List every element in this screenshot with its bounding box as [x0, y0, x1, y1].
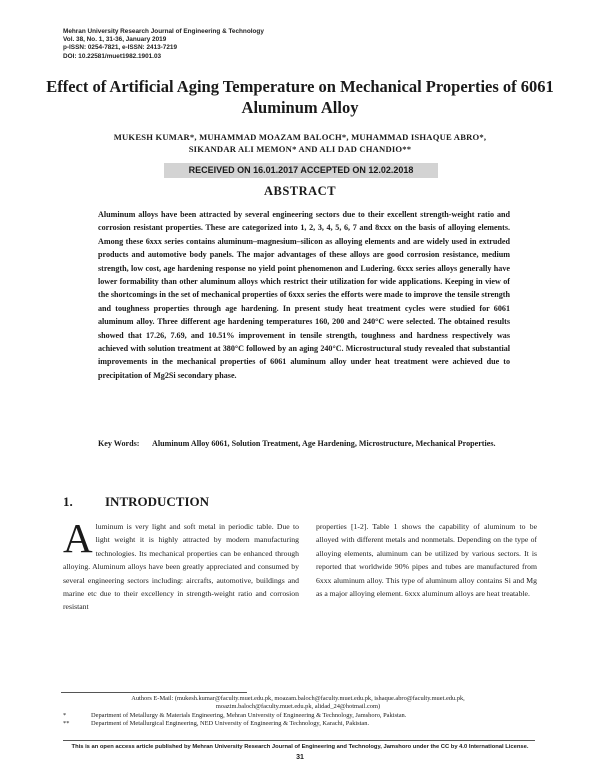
license-statement: This is an open access article published by Mehran University Research Journal of Engineering and Technology, Jamshoro under the CC by 4.0 International License.	[71, 744, 529, 750]
footnote-symbol: *	[63, 711, 67, 719]
footnote-symbol: **	[63, 720, 70, 728]
journal-issn: p-ISSN: 0254-7821, e-ISSN: 2413-7219	[63, 44, 178, 52]
keywords-text: Aluminum Alloy 6061, Solution Treatment, Age Hardening, Microstructure, Mechanical Properties.	[152, 439, 496, 448]
footnotes	[63, 695, 533, 729]
section-heading-introduction	[63, 494, 209, 510]
received-accepted-banner: RECEIVED ON 16.01.2017 ACCEPTED ON 12.02.2018	[164, 163, 438, 178]
abstract-body: Aluminum alloys have been attracted by several engineering sectors due to their excellent strength-weight ratio and corrosion resistant properties. These are categorized into 1, 2, 3, 4, 5, 6, 7 and 8xxx on the basis of alloying elements. Among these 6xxx series contains aluminum–magnesium–silicon as alloying elements and are widely used in extruded products and automotive body panels. The major advantages of these alloys are good corrosion resistance, medium strength, low cost, age hardening response no yield point phenomenon and Ludering. 6xxx series alloys generally have lower formability than other aluminum alloys which restrict their utilization for wide applications. Keeping in view of the shortcomings in the set of mechanical properties of 6xxx series the efforts were made to improve the tensile strength and toughness properties through age hardening. In present study heat treatment cycles were studied for 6061 aluminum alloy. Three different age hardening temperatures 160, 200 and 240°C were selected. The obtained results showed that 17.26, 7.69, and 10.51% improvement in tensile strength, toughness and hardness respectively was achieved with solution treatment at 380°C followed by an aging 240°C. Microstructural study revealed that substantial improvements in the mechanical properties of 6061 aluminum alloy under heat treatment were achieved due to precipitation of Mg2Si secondary phase.	[98, 210, 510, 380]
abstract-heading: ABSTRACT	[263, 184, 337, 198]
paper-title: Effect of Artificial Aging Temperature on Mechanical Properties of 6061 Aluminum Alloy	[46, 77, 554, 117]
intro-left-column	[63, 515, 299, 614]
page-number: 31	[296, 754, 304, 761]
drop-cap: A	[63, 515, 93, 561]
authors-line-2: SIKANDAR ALI MEMON* AND ALI DAD CHANDIO**	[188, 144, 412, 154]
keywords-label: Key Words:	[98, 439, 140, 448]
intro-right-column: properties [1-2]. Table 1 shows the capability of aluminum to be alloyed with different metals and nonmetals. Depending on the type of alloying elements, aluminum can be utilized by various sectors. It is reported that worldwide 90% pipes and tubes are manufactured from 6xxx aluminum alloy. This type of aluminum alloy contains Si and Mg as a major alloying element. 6xxx aluminum alloys are heat treatable.	[316, 522, 537, 599]
footnote-text: Department of Metallurgy & Materials Engineering, Mehran University of Engineering & Technology, Jamshoro, Pakistan.	[91, 711, 407, 719]
intro-left-text: luminum is very light and soft metal in periodic table. Due to light weight it is highly attracted by modern manufacturing technologies. Its mechanical properties can be enhanced through alloying. Aluminum alloys have been greatly appreciated and consumed by several engineering sectors including: aircrafts, automotive, buildings and marine etc due to their excellency in strength-weight ratio and corrosion resistant	[63, 522, 299, 612]
footer-rule	[63, 740, 535, 741]
footnote-affiliation-1	[63, 712, 533, 720]
journal-doi: DOI: 10.22581/muet1982.1901.03	[63, 52, 162, 60]
footnote-affiliation-2	[63, 720, 533, 728]
section-title: INTRODUCTION	[105, 494, 210, 509]
author-list	[60, 131, 540, 155]
keywords	[98, 437, 510, 450]
footnote-rule	[61, 692, 247, 693]
footnote-text: Department of Metallurgical Engineering, NED University of Engineering & Technology, Karachi, Pakistan.	[91, 720, 370, 728]
authors-line-1: MUKESH KUMAR*, MUHAMMAD MOAZAM BALOCH*, MUHAMMAD ISHAQUE ABRO*,	[113, 132, 487, 142]
section-number: 1.	[63, 494, 73, 509]
journal-header	[63, 28, 264, 61]
journal-name: Mehran University Research Journal of Engineering & Technology	[63, 28, 264, 35]
journal-volume: Vol. 38, No. 1, 31-36, January 2019	[63, 36, 167, 44]
author-emails-line-2: moazim.baloch@faculty.muet.edu.pk, alidad_24@hotmail.com)	[215, 703, 381, 711]
author-emails-line-1: Authors E-Mail: (mukesh.kumar@faculty.muet.edu.pk, moazam.baloch@faculty.muet.edu.pk, ishaque.abro@faculty.muet.edu.pk,	[131, 695, 465, 702]
